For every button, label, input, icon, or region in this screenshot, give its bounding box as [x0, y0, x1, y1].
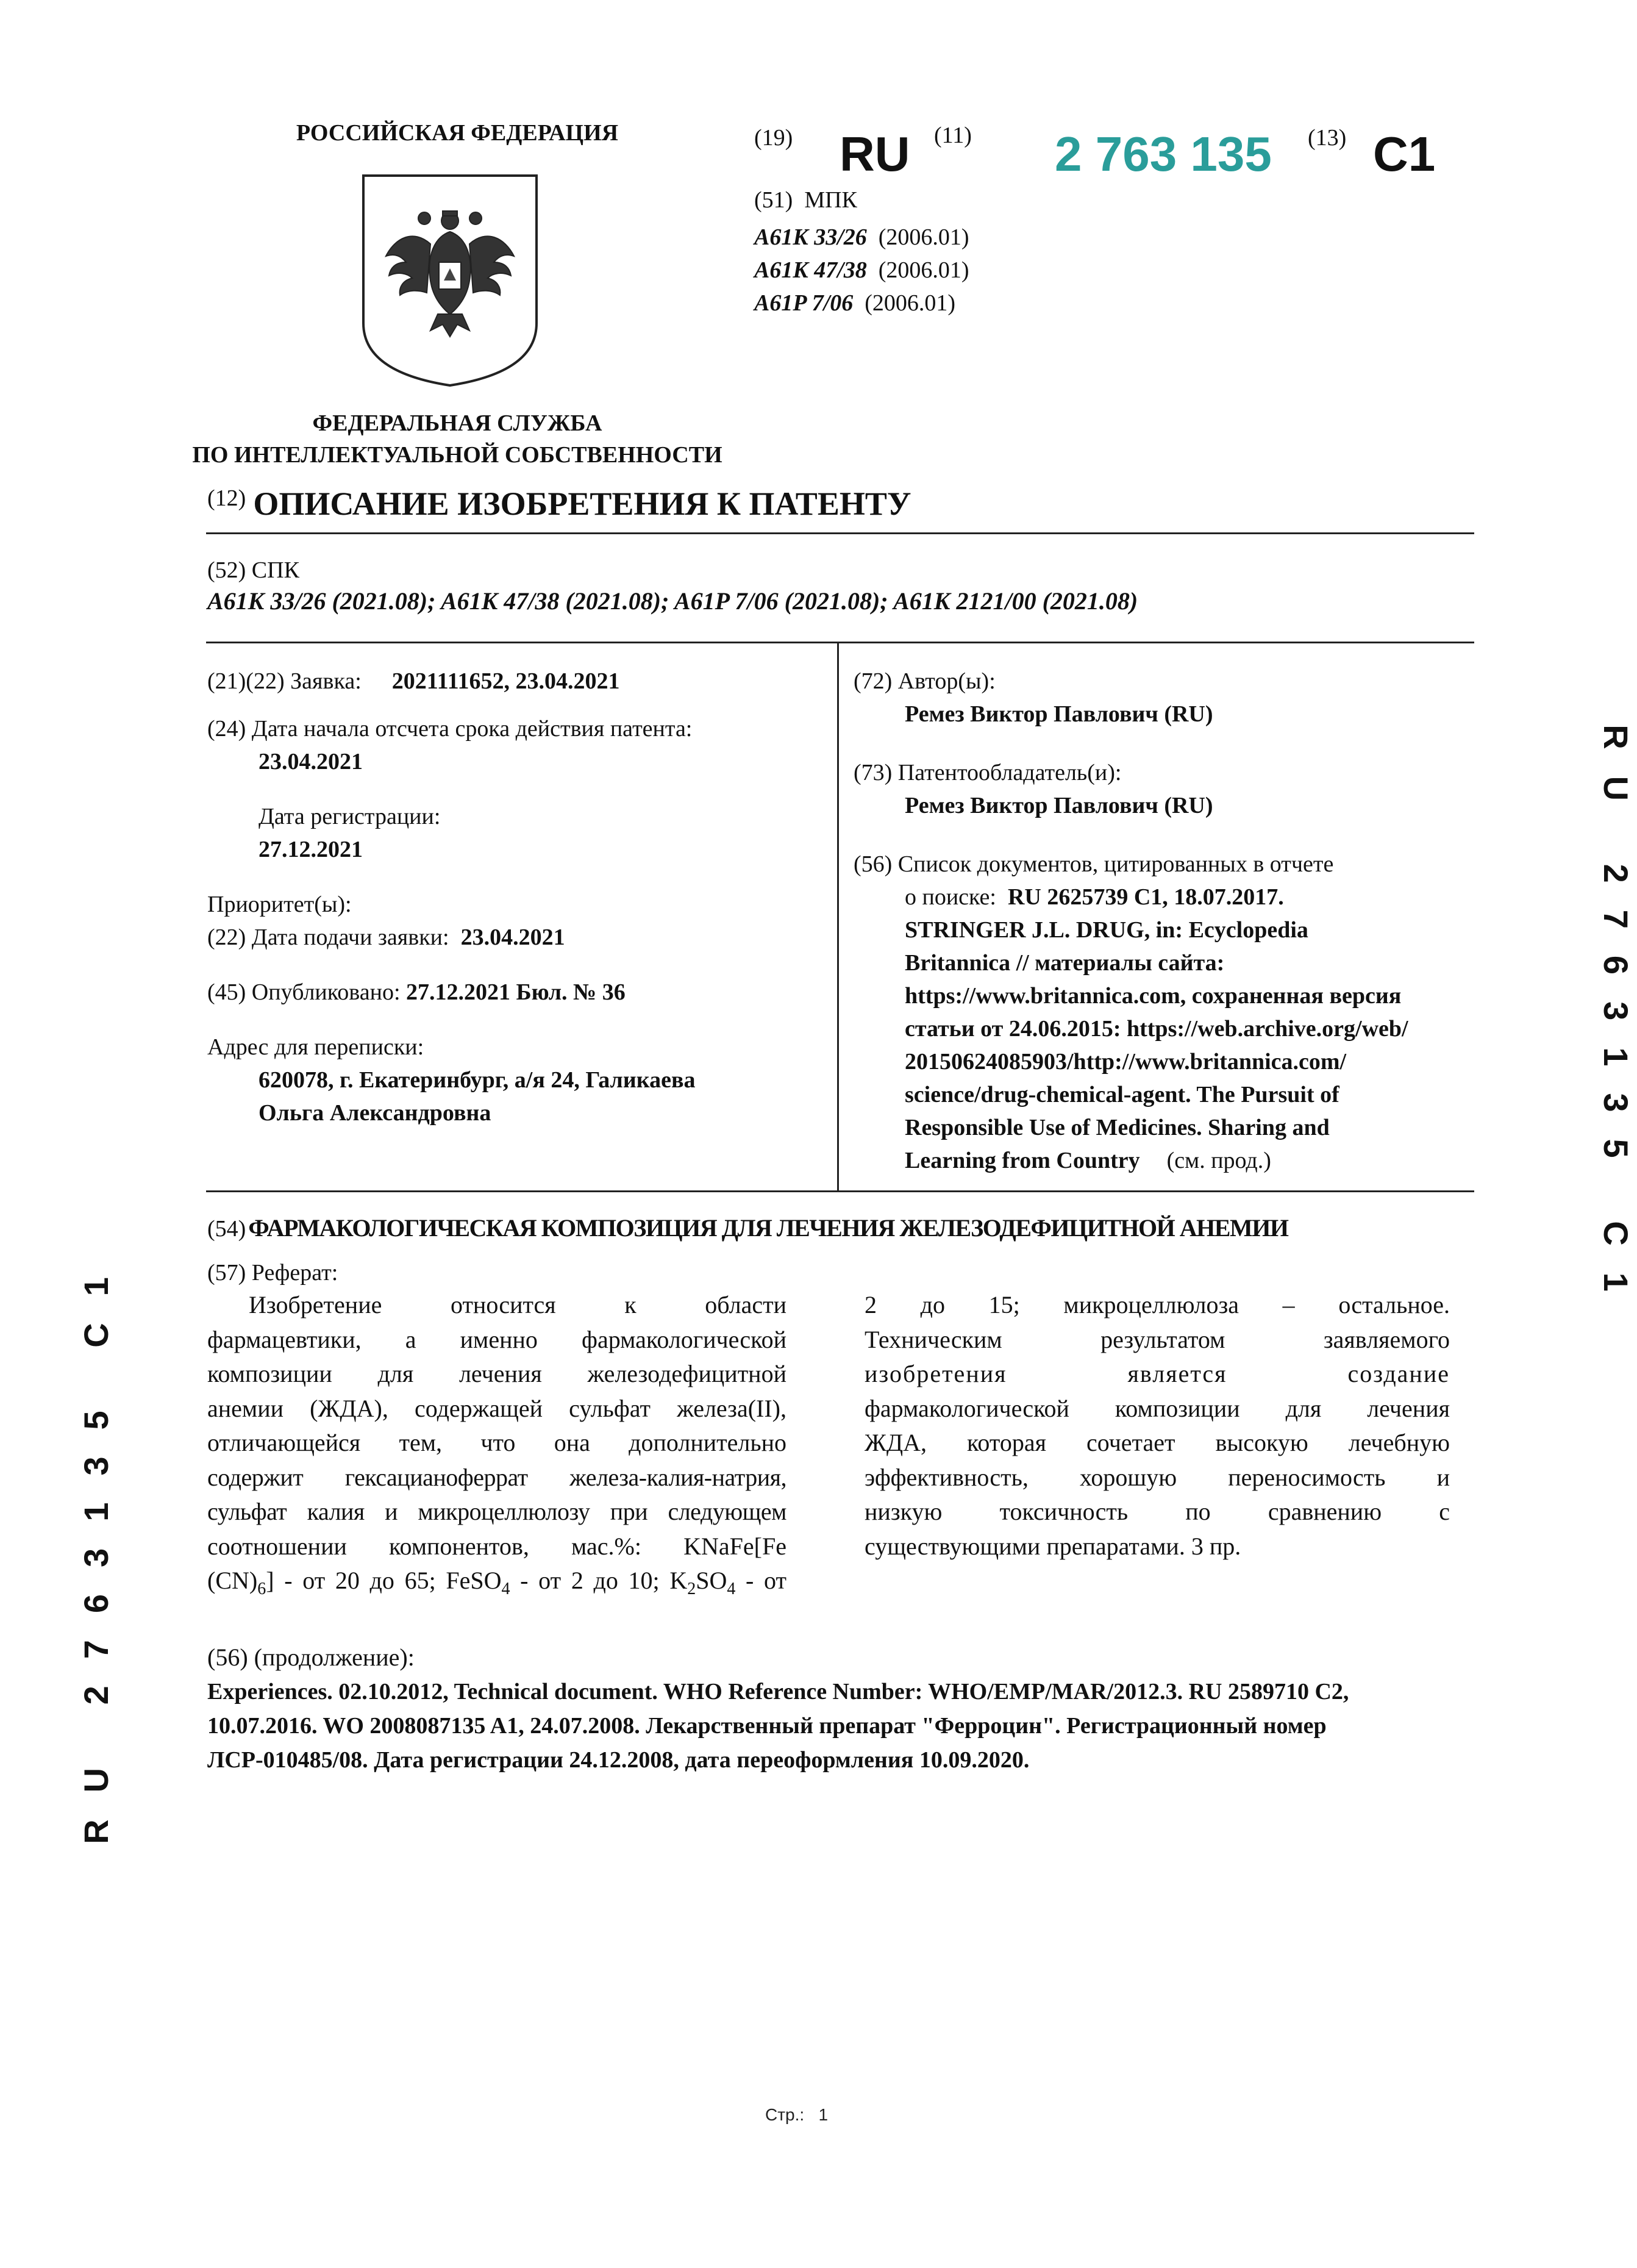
cited-line: Britannica // материалы сайта:: [905, 950, 1225, 976]
cited-line: 20150624085903/http://www.britannica.com/: [905, 1049, 1347, 1075]
application-value: 2021111652, 23.04.2021: [391, 668, 620, 694]
divider: [206, 642, 1474, 643]
abstract-line: низкую токсичность по сравнению с: [865, 1498, 1450, 1525]
ipc-entry: [754, 254, 969, 287]
abstract-line: соотношении компонентов, мас.%: KNaFe[Fe: [207, 1532, 786, 1560]
ipc-list: [754, 221, 969, 320]
country-name: РОССИЙСКАЯ ФЕДЕРАЦИЯ: [296, 120, 619, 146]
document-title: [207, 485, 911, 523]
ipc-version: (2006.01): [878, 224, 969, 250]
code-12: (12): [207, 485, 246, 511]
cited-lead: о поиске:: [905, 884, 996, 910]
code-54: (54): [207, 1216, 246, 1242]
owner-value: Ремез Виктор Павлович (RU): [905, 793, 1213, 818]
abstract-line: композиции для лечения железодефицитной: [207, 1360, 786, 1387]
abstract-left-column: [207, 1288, 786, 1607]
side-patent-id-left: RU 2763135 C1: [77, 1250, 115, 1844]
abstract-line: существующими препаратами. 3 пр.: [865, 1532, 1241, 1560]
column-divider: [837, 643, 839, 1190]
ipc-code: A61K 47/38: [754, 257, 867, 283]
address-line-2: Ольга Александровна: [259, 1100, 491, 1126]
ipc-code: A61P 7/06: [754, 290, 854, 316]
abstract-line: Изобретение относится к области: [249, 1291, 786, 1318]
ipc-label: МПК: [804, 187, 857, 213]
continuation-line: 10.07.2016. WO 2008087135 A1, 24.07.2008. Лекарственный препарат "Ферроцин". Регистрационный номер: [207, 1713, 1327, 1739]
coat-of-arms-emblem: [358, 171, 541, 390]
ipc-entry: [754, 221, 969, 254]
registration-label: Дата регистрации:: [259, 804, 441, 829]
cpc-label: (52) СПК: [207, 557, 299, 583]
divider: [206, 532, 1474, 534]
continuation-line: Experiences. 02.10.2012, Technical document. WHO Reference Number: WHO/EMP/MAR/2012.3. RU 2589710 C2,: [207, 1679, 1349, 1705]
priority-label: Приоритет(ы):: [207, 892, 352, 917]
cited-line: Responsible Use of Medicines. Sharing and: [905, 1115, 1330, 1140]
code-13: (13): [1308, 125, 1347, 151]
page-label: Стр.:: [765, 2105, 805, 2124]
abstract-line: изобретения является создание: [865, 1360, 1450, 1387]
cited-line: science/drug-chemical-agent. The Pursuit of: [905, 1082, 1339, 1107]
continuation-label: (56) (продолжение):: [207, 1644, 415, 1671]
invention-title: [207, 1214, 1288, 1242]
cited-line: STRINGER J.L. DRUG, in: Ecyclopedia: [905, 917, 1308, 943]
owner-label: (73) Патентообладатель(и):: [854, 760, 1122, 785]
divider: [206, 1190, 1474, 1192]
continuation-note: (см. прод.): [1166, 1148, 1271, 1173]
left-column: [207, 665, 817, 1129]
side-patent-id-right: RU 2763135 C1: [1597, 724, 1635, 1318]
agency-name: [152, 407, 762, 471]
authors-label: (72) Автор(ы):: [854, 668, 996, 694]
agency-line-2: ПО ИНТЕЛЛЕКТУАЛЬНОЙ СОБСТВЕННОСТИ: [192, 442, 722, 468]
code-51: (51): [754, 187, 793, 213]
invention-title-text: ФАРМАКОЛОГИЧЕСКАЯ КОМПОЗИЦИЯ ДЛЯ ЛЕЧЕНИЯ ЖЕЛЕЗОДЕФИЦИТНОЙ АНЕМИИ: [248, 1214, 1288, 1242]
ipc-code: A61K 33/26: [754, 224, 867, 250]
abstract-line: эффективность, хорошую переносимость и: [865, 1463, 1450, 1491]
cited-line: Learning from Country: [905, 1148, 1140, 1173]
title-text: ОПИСАНИЕ ИЗОБРЕТЕНИЯ К ПАТЕНТУ: [253, 485, 911, 522]
abstract-formula-line: $(CN)_6$] - от 20 до 65; FeSO$_4$ - от 2 до 10; $K_2SO_4$ - от: [207, 1567, 786, 1598]
right-column: [854, 665, 1469, 1177]
abstract-line: 2 до 15; микроцеллюлоза – остальное.: [865, 1291, 1450, 1318]
code-11: (11): [934, 123, 972, 148]
patent-number: 2 763 135: [1055, 127, 1272, 181]
registration-value: 27.12.2021: [259, 837, 363, 862]
kind-code: C1: [1373, 127, 1436, 181]
abstract-line: ЖДА, которая сочетает высокую лечебную: [865, 1429, 1450, 1456]
ipc-heading: [754, 187, 857, 213]
term-label: (24) Дата начала отсчета срока действия патента:: [207, 716, 693, 742]
cited-line: https://www.britannica.com, сохраненная версия: [905, 983, 1402, 1009]
abstract-line: фармацевтики, а именно фармакологической: [207, 1325, 786, 1353]
continuation-text: [207, 1675, 1475, 1777]
cpc-value: A61K 33/26 (2021.08); A61K 47/38 (2021.08); A61P 7/06 (2021.08); A61K 2121/00 (2021.08): [207, 587, 1138, 615]
country-code: RU: [840, 127, 910, 181]
abstract-right-column: [865, 1288, 1450, 1564]
continuation-line: ЛСР-010485/08. Дата регистрации 24.12.2008, дата переоформления 10.09.2020.: [207, 1747, 1030, 1773]
agency-line-1: ФЕДЕРАЛЬНАЯ СЛУЖБА: [312, 410, 602, 436]
filing-value: 23.04.2021: [460, 925, 565, 950]
ipc-version: (2006.01): [865, 290, 956, 316]
cited-label: (56) Список документов, цитированных в отчете: [854, 851, 1334, 877]
published-label: (45) Опубликовано:: [207, 979, 401, 1005]
address-label: Адрес для переписки:: [207, 1034, 424, 1060]
page-footer: [765, 2105, 828, 2125]
application-label: (21)(22) Заявка:: [207, 668, 362, 694]
page-number: 1: [818, 2105, 829, 2124]
abstract-line: фармакологической композиции для лечения: [865, 1394, 1450, 1422]
abstract-line: отличающейся тем, что она дополнительно: [207, 1429, 786, 1456]
ipc-entry: [754, 287, 969, 320]
authors-value: Ремез Виктор Павлович (RU): [905, 701, 1213, 727]
abstract-label: (57) Реферат:: [207, 1260, 338, 1286]
abstract-line: Техническим результатом заявляемого: [865, 1325, 1450, 1353]
published-value: 27.12.2021 Бюл. № 36: [406, 979, 626, 1005]
abstract-line: сульфат калия и микроцеллюлозу при следующем: [207, 1498, 786, 1525]
term-value: 23.04.2021: [259, 749, 363, 774]
abstract-line: содержит гексацианоферрат железа-калия-натрия,: [207, 1463, 786, 1491]
filing-label: (22) Дата подачи заявки:: [207, 925, 449, 950]
address-line-1: 620078, г. Екатеринбург, а/я 24, Галикаева: [259, 1067, 696, 1093]
abstract-line: анемии (ЖДА), содержащей сульфат железа(II),: [207, 1394, 786, 1422]
ipc-version: (2006.01): [878, 257, 969, 283]
code-19: (19): [754, 125, 793, 151]
cited-line: статьи от 24.06.2015: https://web.archive.org/web/: [905, 1016, 1408, 1042]
cited-line: RU 2625739 C1, 18.07.2017.: [1007, 884, 1284, 910]
